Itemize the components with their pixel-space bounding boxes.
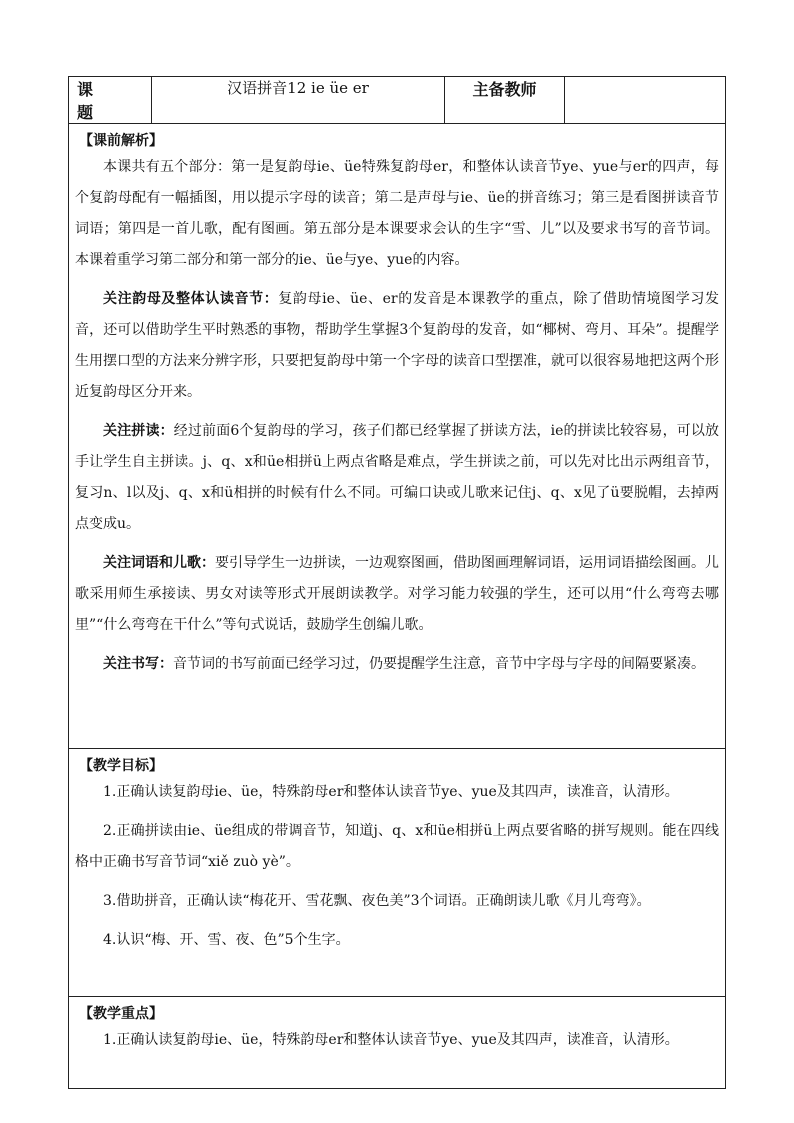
paragraph-4-lead: 关注词语和儿歌： (103, 555, 215, 571)
goals-section (69, 749, 726, 997)
key-points-title: 【教学重点】 (79, 1006, 163, 1022)
pre-analysis-paragraph-1: 本课共有五个部分：第一是复韵母ie、üe特殊复韵母er，和整体认读音节ye、yue与er的四声，每个复韵母配有一幅插图，用以提示字母的读音；第二是声母与ie、üe的拼音练习；第三是看图拼读音节词语；第四是一首儿歌，配有图画。第五部分是本课要求会认的生字“雪、儿”以及要求书写的音节词。本课着重学习第二部分和第一部分的ie、üe与ye、yue的内容。 (75, 159, 719, 268)
lesson-plan-table (68, 76, 726, 1089)
pre-analysis-title: 【课前解析】 (79, 133, 163, 149)
pre-analysis-paragraph-4 (75, 548, 719, 641)
teacher-label: 主备教师 (445, 77, 565, 124)
pre-analysis-paragraph-2 (75, 284, 719, 408)
pre-analysis-paragraph-5 (75, 649, 719, 680)
pre-analysis-paragraph-3 (75, 416, 719, 540)
goal-item: 1.正确认读复韵母ie、üe，特殊韵母er和整体认读音节ye、yue及其四声，读准音，认清形。 (103, 784, 679, 800)
goal-item: 4.认识“梅、开、雪、夜、色”5个生字。 (103, 932, 350, 948)
paragraph-2-lead: 关注韵母及整体认读音节： (103, 291, 279, 307)
paragraph-5-body: 音节词的书写前面已经学习过，仍要提醒学生注意，音节中字母与字母的间隔要紧凑。 (173, 656, 705, 672)
goal-item: 3.借助拼音，正确认读“梅花开、雪花飘、夜色美”3个词语。正确朗读儿歌《月儿弯弯》。 (103, 893, 651, 909)
header-row (69, 77, 726, 124)
paragraph-3-lead: 关注拼读： (103, 423, 174, 439)
goal-item: 2.正确拼读由ie、üe组成的带调音节，知道j、q、x和üe相拼ü上两点要省略的拼写规则。能在四线格中正确书写音节词“xiě zuò yè”。 (75, 823, 719, 870)
goals-title: 【教学目标】 (79, 758, 163, 774)
topic-label: 课 题 (69, 77, 152, 124)
key-points-section (69, 997, 726, 1089)
lesson-plan-page (68, 76, 726, 1089)
paragraph-3-body: 经过前面6个复韵母的学习，孩子们都已经掌握了拼读方法，ie的拼读比较容易，可以放手让学生自主拼读。j、q、x和üe相拼ü上两点省略是难点，学生拼读之前，可以先对比出示两组音节，复习n、l以及j、q、x和ü相拼的时候有什么不同。可编口诀或儿歌来记住j、q、x见了ü要脱帽，去掉两点变成u。 (75, 423, 720, 532)
topic-value: 汉语拼音12 ie üe er (152, 77, 445, 124)
goals-row (69, 749, 726, 997)
paragraph-5-lead: 关注书写： (103, 656, 173, 672)
key-points-row (69, 997, 726, 1089)
key-point-item: 1.正确认读复韵母ie、üe，特殊韵母er和整体认读音节ye、yue及其四声，读准音，认清形。 (103, 1032, 679, 1048)
paragraph-2-body: 复韵母ie、üe、er的发音是本课教学的重点，除了借助情境图学习发音，还可以借助学生平时熟悉的事物，帮助学生掌握3个复韵母的发音，如“椰树、弯月、耳朵”。提醒学生用摆口型的方法来分辨字形，只要把复韵母中第一个字母的读音口型摆准，就可以很容易地把这两个形近复韵母区分开来。 (75, 291, 720, 400)
pre-analysis-row (69, 124, 726, 749)
paragraph-4-body: 要引导学生一边拼读，一边观察图画，借助图画理解词语，运用词语描绘图画。儿歌采用师生承接读、男女对读等形式开展朗读教学。对学习能力较强的学生，还可以用“什么弯弯去哪里”“什么弯弯在干什么”等句式说话，鼓励学生创编儿歌。 (75, 555, 719, 633)
pre-analysis-section (69, 124, 726, 749)
teacher-value (565, 77, 726, 124)
